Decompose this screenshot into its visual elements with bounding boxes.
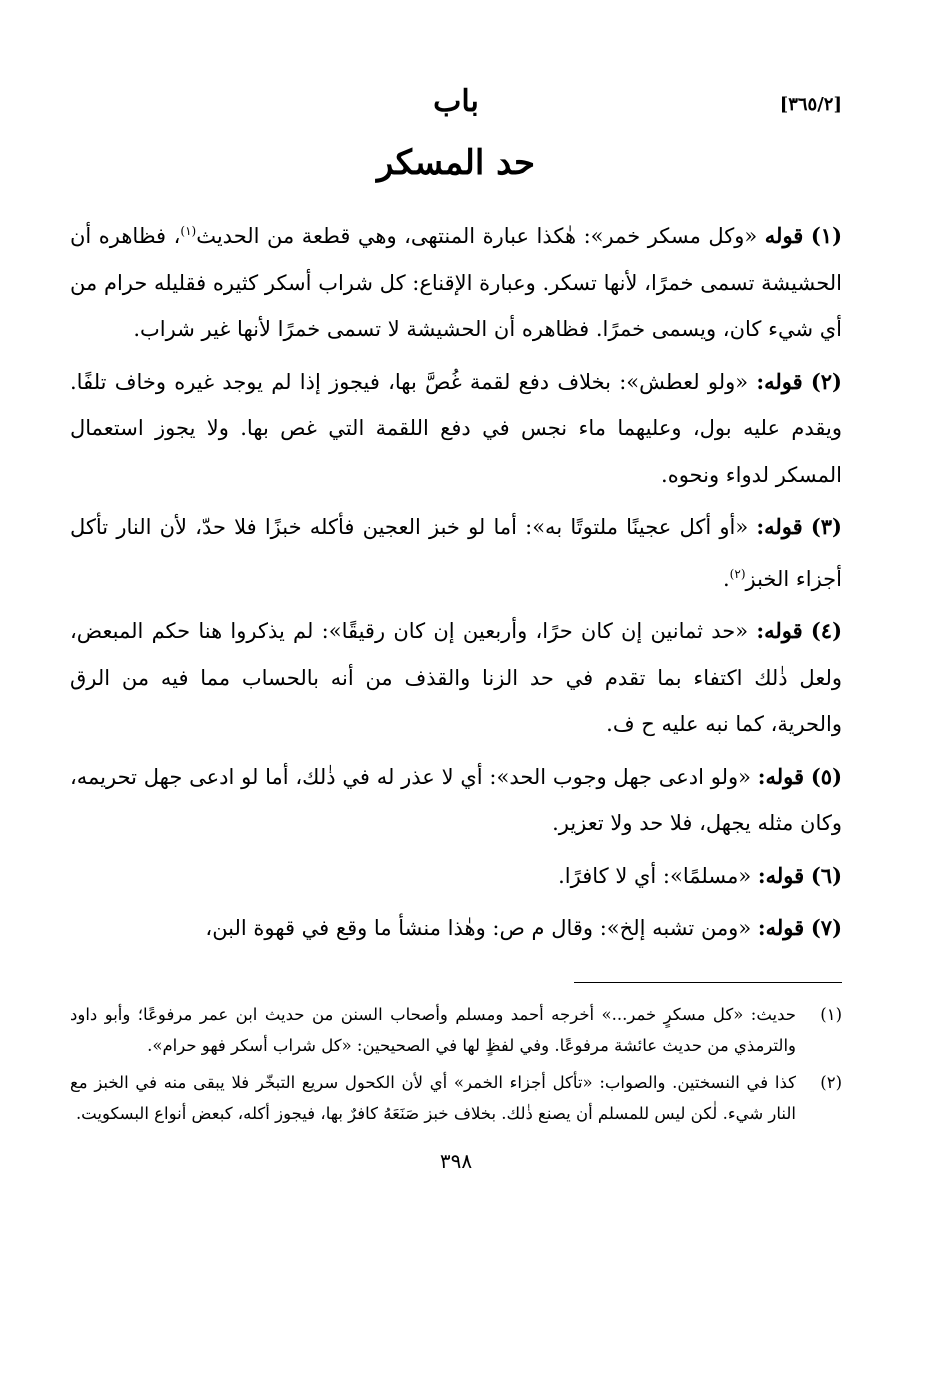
- paragraph-keyword: قوله:: [757, 862, 805, 888]
- footnote-text: حديث: «كل مسكرٍ خمر...» أخرجه أحمد ومسلم وأصحاب السنن من حديث ابن عمر مرفوعًا؛ وأبو داود والترمذي من حديث عائشة مرفوعًا. وفي لفظٍ لها في الصحيحين: «كل شراب أسكر فهو حرام».: [70, 1004, 796, 1055]
- paragraph-text: «حد ثمانين إن كان حرًا، وأربعين إن كان رقيقًا»: لم يذكروا هنا حكم المبعض، ولعل ذٰلك اكتفاء بما تقدم في حد الزنا والقذف من أنه بالحساب مما فيه من الرق والحرية، كما نبه عليه ح ف.: [70, 619, 842, 736]
- paragraph-5: [70, 754, 842, 847]
- paragraph-keyword: قوله:: [756, 368, 803, 394]
- paragraph-keyword: قوله: [764, 223, 804, 248]
- paragraph-keyword: قوله:: [756, 618, 803, 643]
- footnote-text: كذا في النسختين. والصواب: «تأكل أجزاء الخمر» أي لأن الكحول سريع التبخّر فلا يبقى منه في الخبز مع النار شيء. لٰكن ليس للمسلم أن يصنع ذٰلك. بخلاف خبز صَنَعَهُ كافرٌ بها، فيجوز أكله، كبعض أنواع البسكويت.: [70, 1072, 796, 1123]
- paragraph-number: (٢): [810, 368, 842, 394]
- footnote-ref[interactable]: (١): [180, 224, 197, 238]
- page-number: ٣٩٨: [439, 1148, 473, 1173]
- paragraph-1: [70, 208, 842, 353]
- footnotes: [70, 999, 842, 1129]
- paragraph-text-cont: ، فظاهره أن الحشيشة تسمى خمرًا، لأنها تسكر. وعبارة الإقناع: كل شراب أسكر كثيره فقليله حرام من أي شيء كان، ويسمى خمرًا. فظاهره أن الحشيشة لا تسمى خمرًا لأنها غير شراب.: [70, 224, 842, 341]
- footnote-number: (١): [820, 1004, 842, 1024]
- paragraph-keyword: قوله:: [757, 915, 805, 940]
- paragraph-text: «أو أكل عجينًا ملتوتًا به»: أما لو خبز العجين فأكله خبزًا فلا حدّ، لأن النار تأكل أجزاء الخبز: [70, 515, 842, 591]
- paragraph-2: [70, 359, 842, 499]
- paragraph-text: «ولو ادعى جهل وجوب الحد»: أي لا عذر له في ذٰلك، أما لو ادعى جهل تحريمه، وكان مثله يجهل، فلا حد ولا تعزير.: [70, 764, 842, 835]
- paragraph-4: [70, 608, 842, 748]
- paragraph-number: (٥): [810, 763, 842, 789]
- paragraph-number: (٧): [810, 915, 842, 940]
- paragraph-text: «ومن تشبه إلخ»: وقال م ص: وهٰذا منشأ ما وقع في قهوة البن،: [205, 916, 758, 940]
- footnote-number: (٢): [820, 1072, 842, 1092]
- paragraph-number: (٣): [810, 514, 842, 539]
- section-title: حد المسكر: [376, 143, 536, 183]
- main-text: [70, 208, 842, 952]
- paragraph-text: «مسلمًا»: أي لا كافرًا.: [558, 863, 758, 888]
- footnote-divider: [574, 982, 842, 983]
- paragraph-7: [70, 905, 842, 952]
- document-page: [70, 70, 842, 1370]
- chapter-heading: باب: [433, 84, 479, 119]
- paragraph-number: (١): [810, 223, 842, 248]
- footnote-1: [70, 999, 842, 1061]
- paragraph-number: (٤): [810, 618, 842, 643]
- paragraph-text: «ولو لعطش»: بخلاف دفع لقمة غُصَّ بها، فيجوز إذا لم يوجد غيره وخاف تلفًا. ويقدم عليه بول، وعليهما ماء نجس في دفع اللقمة التي غص بها. ولا يجوز استعمال المسكر لدواء ونحوه.: [70, 369, 842, 487]
- paragraph-keyword: قوله:: [757, 763, 805, 789]
- paragraph-text: «وكل مسكر خمر»: هٰكذا عبارة المنتهى، وهي قطعة من الحديث: [196, 224, 765, 248]
- paragraph-number: (٦): [810, 862, 842, 888]
- page-reference: [٣٦٥/٢]: [779, 94, 842, 115]
- footnote-ref[interactable]: (٢): [729, 566, 746, 581]
- paragraph-text-cont: .: [722, 566, 730, 591]
- paragraph-6: [70, 853, 842, 900]
- footnote-2: [70, 1067, 842, 1129]
- paragraph-keyword: قوله:: [756, 514, 803, 539]
- paragraph-3: [70, 504, 842, 602]
